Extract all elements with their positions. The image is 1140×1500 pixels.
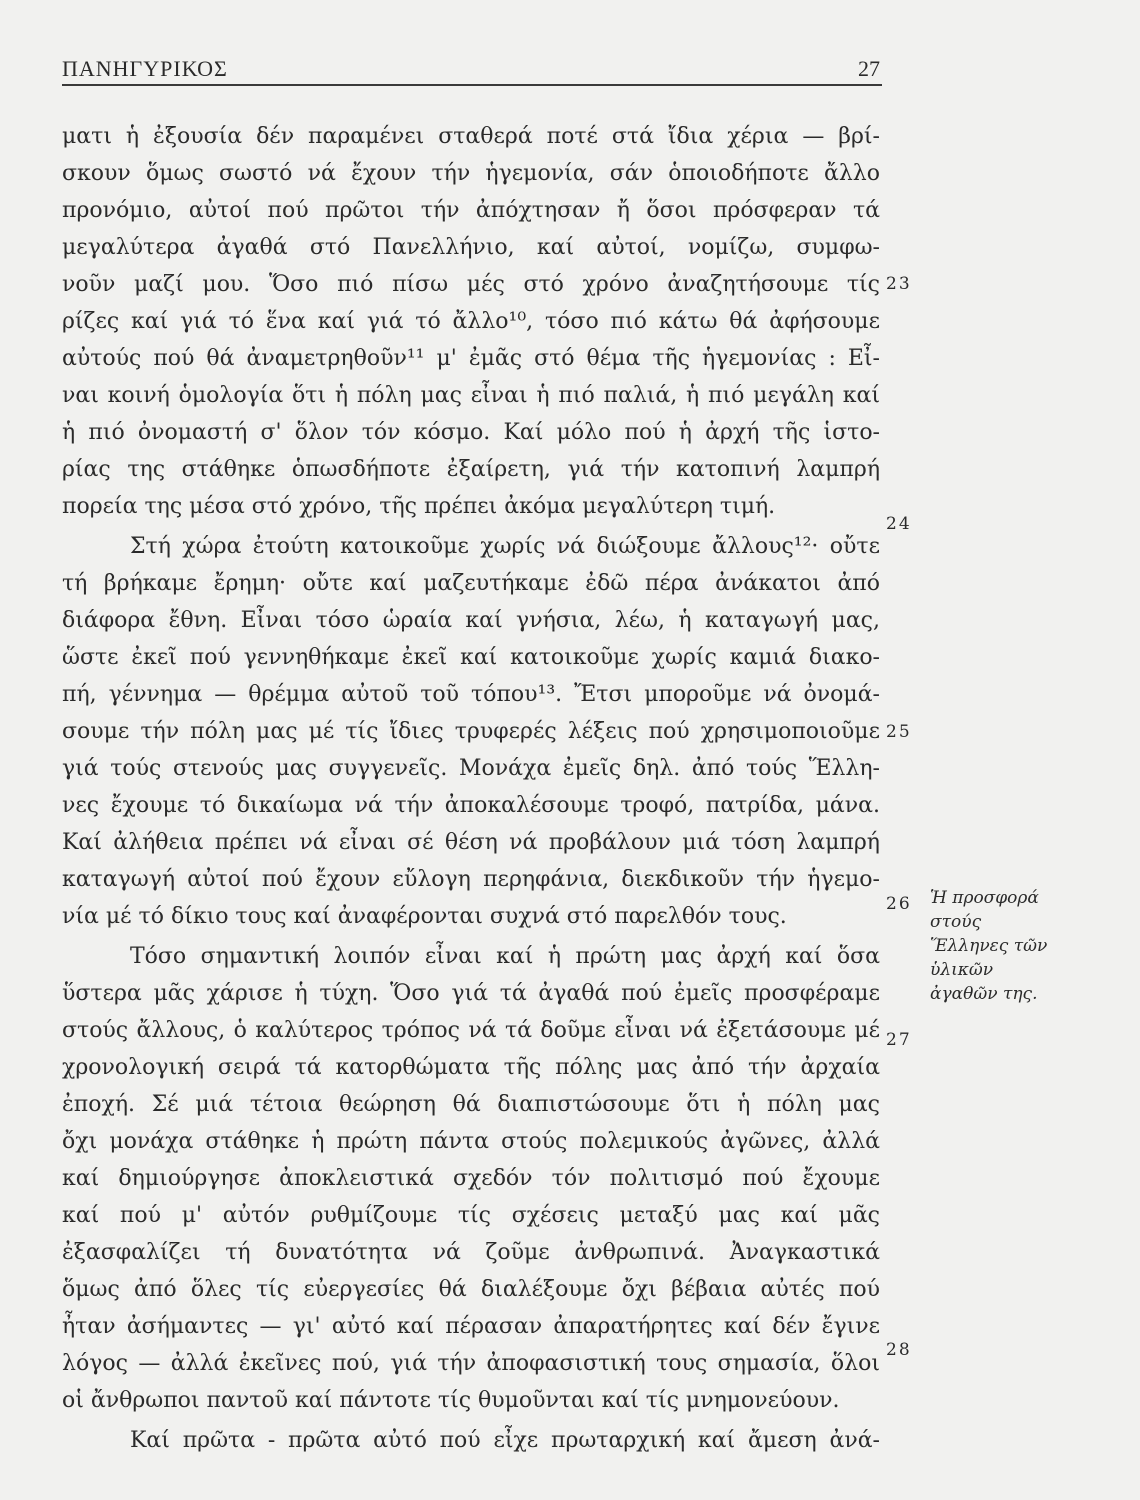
text-line: χρονολογική σειρά τά κατορθώματα τῆς πόλης μας ἀπό τήν ἀρχαία [62, 1055, 880, 1080]
text-line: νία μέ τό δίκιο τους καί ἀναφέρονται συχνά στό παρελθόν τους. [62, 904, 787, 929]
text-line: ἡ πιό ὀνομαστή σ' ὅλον τόν κόσμο. Καί μόλο πού ἡ ἀρχή τῆς ἱστο- [62, 420, 880, 445]
text-line: ὕστερα μᾶς χάρισε ἡ τύχη. Ὅσο γιά τά ἀγαθά πού ἐμεῖς προσφέραμε [62, 981, 880, 1006]
page-number: 27 [858, 56, 880, 81]
text-line: ἦταν ἀσήμαντες — γι' αὐτό καί πέρασαν ἀπαρατήρητες καί δέν ἔγινε [62, 1314, 880, 1339]
text-line: σκουν ὅμως σωστό νά ἔχουν τήν ἡγεμονία, σάν ὁποιοδήποτε ἄλλο [62, 161, 880, 186]
section-number-23: 23 [886, 274, 912, 294]
text-line: ὄχι μονάχα στάθηκε ἡ πρώτη πάντα στούς πολεμικούς ἀγῶνες, ἀλλά [62, 1129, 880, 1154]
text-line: καί δημιούργησε ἀποκλειστικά σχεδόν τόν πολιτισμό πού ἔχουμε [62, 1166, 880, 1191]
side-note-line: ἀγαθῶν της. [930, 984, 1038, 1004]
paragraph-3 [62, 938, 880, 1419]
body-text [62, 118, 880, 1459]
side-note [930, 886, 1130, 1006]
text-line: διάφορα ἔθνη. Εἶναι τόσο ὡραία καί γνήσια, λέω, ἡ καταγωγή μας, [62, 608, 880, 633]
text-line: αὐτούς πού θά ἀναμετρηθοῦν¹¹ μ' ἐμᾶς στό θέμα τῆς ἡγεμονίας : Εἶ- [62, 346, 880, 371]
paragraph-1 [62, 118, 880, 525]
text-line: λόγος — ἀλλά ἐκεῖνες πού, γιά τήν ἀποφασιστική τους σημασία, ὅλοι [62, 1351, 880, 1376]
text-line: ἐξασφαλίζει τή δυνατότητα νά ζοῦμε ἀνθρωπινά. Ἀναγκαστικά [62, 1240, 880, 1265]
paragraph-4 [62, 1422, 880, 1459]
text-line: γιά τούς στενούς μας συγγενεῖς. Μονάχα ἐμεῖς δηλ. ἀπό τούς Ἕλλη- [62, 756, 880, 781]
side-note-line: ὑλικῶν [930, 960, 994, 980]
side-note-line: Ἡ προσφορά [930, 888, 1039, 908]
text-line: Καί πρῶτα - πρῶτα αὐτό πού εἶχε πρωταρχική καί ἄμεση ἀνά- [130, 1428, 880, 1453]
text-line: μεγαλύτερα ἀγαθά στό Πανελλήνιο, καί αὐτοί, νομίζω, συμφω- [62, 235, 880, 260]
text-line: ναι κοινή ὁμολογία ὅτι ἡ πόλη μας εἶναι ἡ πιό παλιά, ἡ πιό μεγάλη καί [62, 383, 880, 408]
section-number-25: 25 [886, 722, 912, 742]
text-line: καί πού μ' αὐτόν ρυθμίζουμε τίς σχέσεις μεταξύ μας καί μᾶς [62, 1203, 880, 1228]
text-line: ρίας της στάθηκε ὁπωσδήποτε ἐξαίρετη, γιά τήν κατοπινή λαμπρή [62, 457, 880, 482]
text-line: ἐποχή. Σέ μιά τέτοια θεώρηση θά διαπιστώσουμε ὅτι ἡ πόλη μας [62, 1092, 880, 1117]
text-line: στούς ἄλλους, ὁ καλύτερος τρόπος νά τά δοῦμε εἶναι νά ἐξετάσουμε μέ [62, 1018, 880, 1043]
text-line: ματι ἡ ἐξουσία δέν παραμένει σταθερά ποτέ στά ἴδια χέρια — βρί- [62, 124, 880, 149]
text-line: τή βρήκαμε ἔρημη· οὔτε καί μαζευτήκαμε ἐδῶ πέρα ἀνάκατοι ἀπό [62, 571, 880, 596]
text-line: πή, γέννημα — θρέμμα αὐτοῦ τοῦ τόπου¹³. Ἔτσι μποροῦμε νά ὀνομά- [62, 682, 880, 707]
text-line: ὅμως ἀπό ὅλες τίς εὐεργεσίες θά διαλέξουμε ὄχι βέβαια αὐτές πού [62, 1277, 880, 1302]
text-line: Καί ἀλήθεια πρέπει νά εἶναι σέ θέση νά προβάλουν μιά τόση λαμπρή [62, 830, 880, 855]
text-line: οἱ ἄνθρωποι παντοῦ καί πάντοτε τίς θυμοῦνται καί τίς μνημονεύουν. [62, 1388, 840, 1413]
side-note-line: στούς [930, 912, 982, 932]
text-line: ρίζες καί γιά τό ἕνα καί γιά τό ἄλλο¹⁰, τόσο πιό κάτω θά ἀφήσουμε [62, 309, 880, 334]
section-number-28: 28 [886, 1340, 912, 1360]
running-title: ΠΑΝΗΓΥΡΙΚΟΣ [62, 56, 228, 81]
paragraph-2 [62, 528, 880, 935]
text-line: Τόσο σημαντική λοιπόν εἶναι καί ἡ πρώτη μας ἀρχή καί ὅσα [130, 944, 880, 969]
section-number-26: 26 [886, 894, 912, 914]
text-line: νοῦν μαζί μου. Ὅσο πιό πίσω μές στό χρόνο ἀναζητήσουμε τίς [62, 272, 880, 297]
text-line: σουμε τήν πόλη μας μέ τίς ἴδιες τρυφερές λέξεις πού χρησιμοποιοῦμε [62, 719, 880, 744]
text-line: καταγωγή αὐτοί πού ἔχουν εὔλογη περηφάνια, διεκδικοῦν τήν ἡγεμο- [62, 867, 880, 892]
page-header [62, 52, 882, 86]
text-line: πορεία της μέσα στό χρόνο, τῆς πρέπει ἀκόμα μεγαλύτερη τιμή. [62, 494, 776, 519]
text-line: Στή χώρα ἐτούτη κατοικοῦμε χωρίς νά διώξουμε ἄλλους¹²· οὔτε [130, 534, 880, 559]
text-line: νες ἔχουμε τό δικαίωμα νά τήν ἀποκαλέσουμε τροφό, πατρίδα, μάνα. [62, 793, 880, 818]
text-line: ὥστε ἐκεῖ πού γεννηθήκαμε ἐκεῖ καί κατοικοῦμε χωρίς καμιά διακο- [62, 645, 880, 670]
text-line: προνόμιο, αὐτοί πού πρῶτοι τήν ἀπόχτησαν ἤ ὅσοι πρόσφεραν τά [62, 198, 880, 223]
side-note-line: Ἕλληνες τῶν [930, 936, 1048, 956]
section-number-24: 24 [886, 514, 912, 534]
section-number-27: 27 [886, 1030, 912, 1050]
